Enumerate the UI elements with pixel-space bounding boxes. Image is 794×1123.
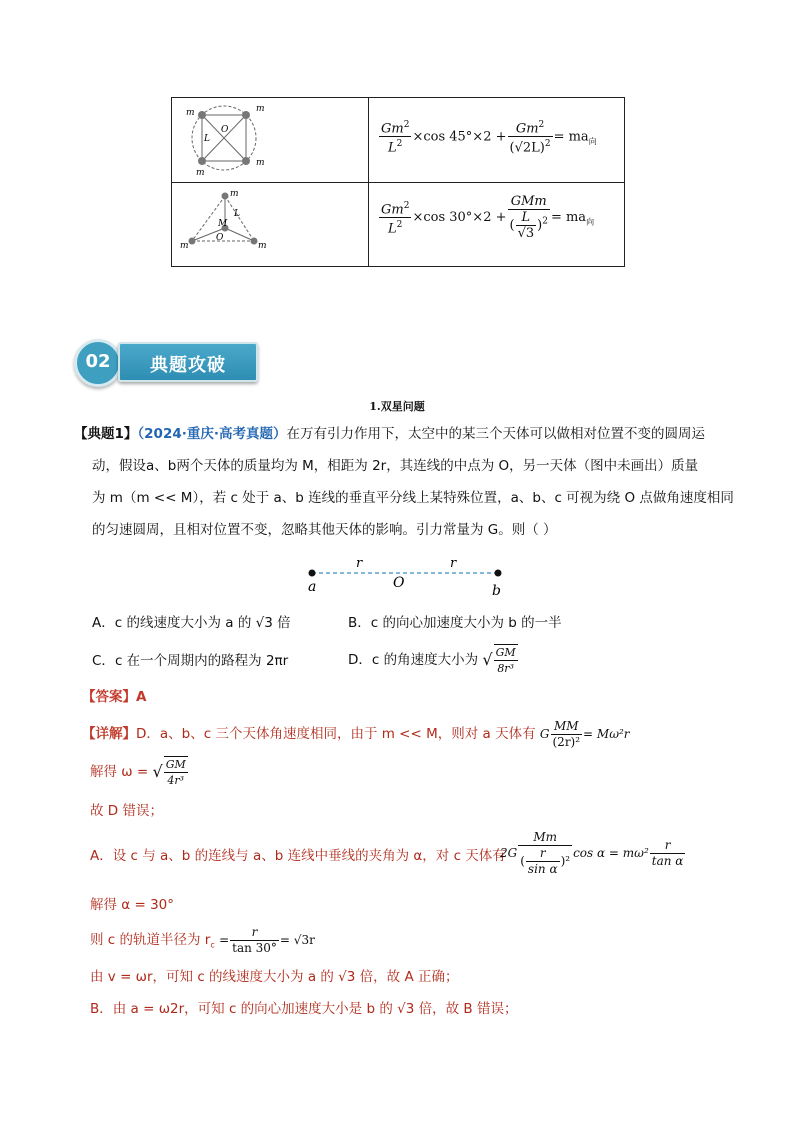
label-L: L: [234, 209, 240, 219]
star-a: [309, 570, 316, 577]
explanation-formula-4: 2G Mm ( $\frac{r}{\text{sin α}}$ )² cos α = mω² $\frac{r}{\text{tan α}}$: [500, 830, 684, 876]
row1-formula: $\frac{Gm^2}{L^2}$ ×cos 45°×2 + $\frac{Gm^2}{(√2L)^2}$ = $ma_向$: [381, 120, 597, 156]
label-L: L: [204, 134, 210, 144]
explanation-line-6: 则 c 的轨道半径为 $r_c$ = $\frac{r}{\tan 30^\circ}$ = √3r: [90, 925, 315, 955]
label-O: O: [221, 125, 229, 135]
label-m: m: [230, 189, 239, 199]
label-r: r: [356, 556, 363, 571]
explanation-line-4: A．设 c 与 a、b 的连线与 a、b 连线中垂线的夹角为 α，对 c 天体有: [90, 848, 506, 864]
label-m: m: [196, 168, 205, 178]
mass-point: [198, 157, 206, 165]
binary-star-figure: [300, 555, 510, 600]
label-b: b: [492, 583, 501, 599]
explanation-line-8: B．由 a = ω2r，可知 c 的向心加速度大小是 b 的 √3 倍，故 B 错误；: [90, 1001, 518, 1017]
explanation-line-5: 解得 α = 30°: [90, 897, 175, 913]
problem-line-2: 动，假设a、b两个天体的质量均为 M，相距为 2r，其连线的中点为 O，另一天体（图中未画出）质量: [92, 458, 699, 474]
label-M: M: [218, 219, 228, 229]
label-m: m: [186, 108, 195, 118]
mass-point: [189, 238, 196, 245]
option-c[interactable]: C．c 在一个周期内的路程为 2πr: [92, 653, 289, 669]
row2-formula: $\frac{Gm^2}{L^2}$ ×cos 30°×2 + GMm ( $\frac{L}{√3}$ )$^2$ = $ma_向$: [381, 194, 595, 241]
label-m: m: [256, 104, 265, 114]
problem-line-3: 为 m（m << M），若 c 处于 a、b 连线的垂直平分线上某特殊位置，a、b、c 可视为绕 O 点做角速度相同: [92, 490, 734, 506]
mass-point: [251, 238, 258, 245]
triangle-star-diagram: [176, 186, 271, 262]
mass-point: [242, 157, 250, 165]
label-r: r: [450, 556, 457, 571]
problem-tag: 【典题1】: [74, 426, 138, 442]
problem-line-1: 【典题1】（2024·重庆·高考真题）在万有引力作用下，太空中的某三个天体可以做相对位置不变的圆周运: [74, 426, 705, 442]
formula-table: [171, 97, 625, 267]
label-m: m: [256, 158, 265, 168]
problem-source: （2024·重庆·高考真题）: [137, 426, 287, 442]
section-title-badge: 典题攻破: [118, 342, 258, 382]
label-m: m: [180, 241, 189, 251]
label-a: a: [308, 579, 317, 595]
explanation-line-3: 故 D 错误；: [90, 803, 163, 819]
explanation-line-1: 【详解】D．a、b、c 三个天体角速度相同，由于 m << M，则对 a 天体有 G $\frac{MM}{\text{(2r)²}}$ = Mω²r: [82, 719, 630, 749]
star-b: [495, 570, 502, 577]
label-O: O: [216, 233, 224, 243]
label-m: m: [258, 241, 267, 251]
section-number-badge: 02: [74, 339, 122, 387]
option-d[interactable]: D．c 的角速度大小为 √ $\frac{GM}{\text{8r³}}$: [348, 646, 516, 675]
problem-line-4: 的匀速圆周，且相对位置不变，忽略其他天体的影响。引力常量为 G。则（ ）: [92, 522, 557, 538]
mass-point: [198, 111, 206, 119]
answer-line: 【答案】A: [82, 689, 147, 705]
table-divider-horizontal: [172, 182, 624, 183]
four-star-diagram: [180, 101, 270, 179]
option-a[interactable]: A．c 的线速度大小为 a 的 √3 倍: [92, 615, 291, 631]
explanation-line-2: 解得 ω = √ $\frac{GM}{\text{4r³}}$: [90, 758, 186, 787]
mass-point: [222, 193, 229, 200]
option-b[interactable]: B．c 的向心加速度大小为 b 的一半: [348, 615, 562, 631]
subsection-title: 1.双星问题: [369, 400, 425, 413]
label-O: O: [393, 575, 405, 591]
explanation-line-7: 由 v = ωr，可知 c 的线速度大小为 a 的 √3 倍，故 A 正确；: [90, 969, 459, 985]
mass-point: [242, 111, 250, 119]
